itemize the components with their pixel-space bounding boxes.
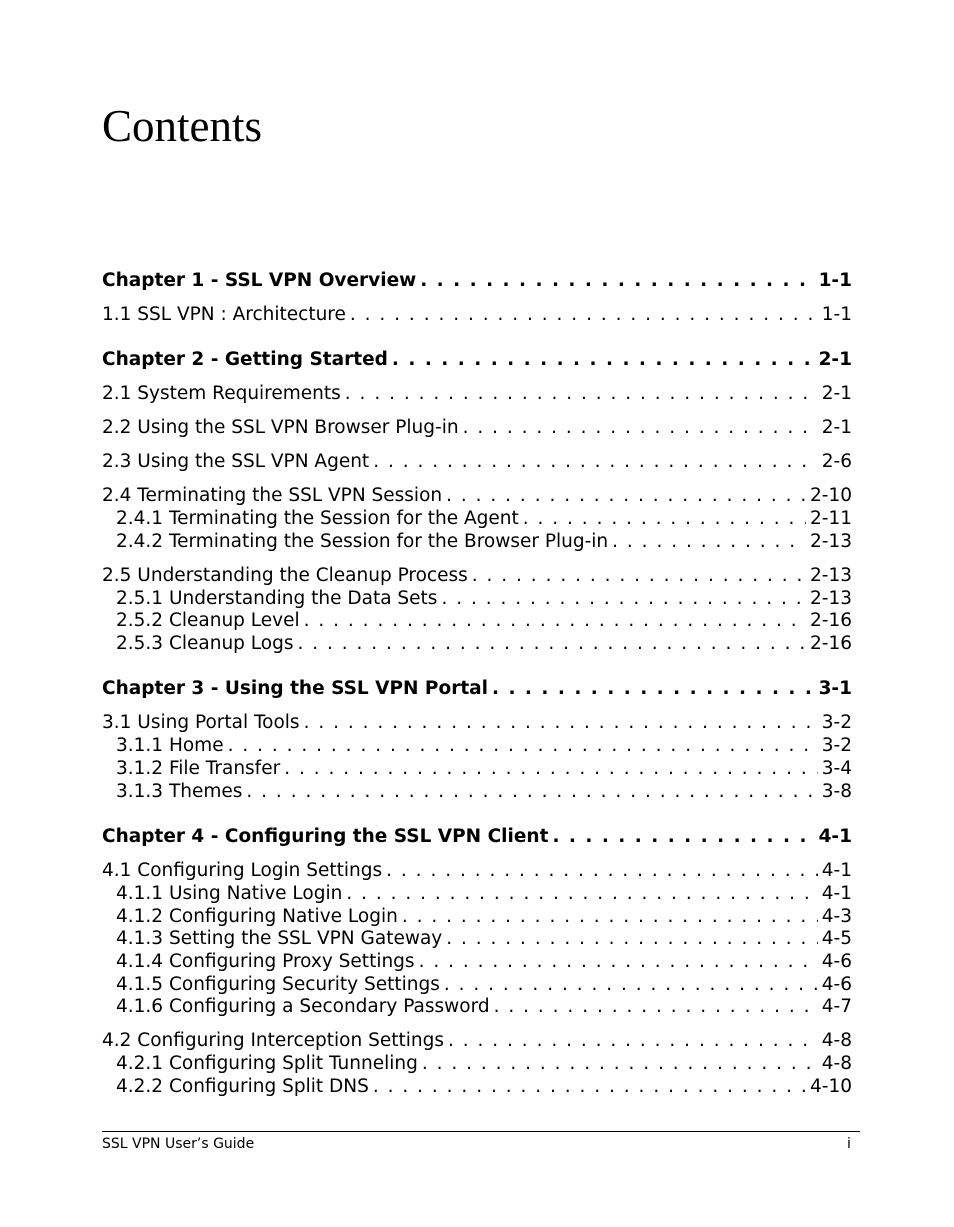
toc-leader bbox=[444, 973, 818, 997]
toc-entry[interactable] bbox=[102, 484, 852, 508]
toc-leader bbox=[419, 950, 818, 974]
toc-entry[interactable] bbox=[102, 450, 852, 474]
toc-entry-label: Chapter 1 - SSL VPN Overview bbox=[102, 270, 417, 291]
toc-entry-page: 2-16 bbox=[810, 633, 852, 654]
toc-entry-label: 2.4 Terminating the SSL VPN Session bbox=[102, 485, 443, 506]
toc-entry-page: 4-10 bbox=[810, 1076, 852, 1097]
toc-entry[interactable] bbox=[102, 859, 852, 883]
footer-divider bbox=[102, 1131, 860, 1132]
toc-entry[interactable] bbox=[102, 825, 852, 849]
toc-entry-page: 4-1 bbox=[821, 860, 852, 881]
toc-entry-label: 2.4.1 Terminating the Session for the Agent bbox=[116, 508, 519, 529]
toc-leader bbox=[612, 530, 806, 554]
toc-entry[interactable] bbox=[116, 950, 852, 974]
toc-leader bbox=[446, 927, 818, 951]
toc-entry[interactable] bbox=[116, 927, 852, 951]
toc-entry[interactable] bbox=[116, 734, 852, 758]
toc-leader bbox=[494, 995, 818, 1019]
toc-leader bbox=[422, 1052, 818, 1076]
toc-leader bbox=[492, 677, 815, 701]
toc-entry-label: 3.1.1 Home bbox=[116, 735, 224, 756]
toc-entry[interactable] bbox=[102, 711, 852, 735]
toc-entry-label: 4.2.1 Configuring Split Tunneling bbox=[116, 1053, 418, 1074]
toc-leader bbox=[228, 734, 818, 758]
toc-entry-label: 4.2 Configuring Interception Settings bbox=[102, 1030, 444, 1051]
toc-entry-page: 4-7 bbox=[821, 996, 852, 1017]
toc-leader bbox=[441, 587, 806, 611]
page-title: Contents bbox=[102, 101, 263, 151]
toc-entry-page: 4-6 bbox=[821, 974, 852, 995]
toc-leader bbox=[350, 303, 818, 327]
toc-entry[interactable] bbox=[116, 1052, 852, 1076]
toc-leader bbox=[346, 882, 817, 906]
toc-entry[interactable] bbox=[116, 507, 852, 531]
toc-entry-page: 4-8 bbox=[821, 1030, 852, 1051]
toc-entry-page: 4-1 bbox=[818, 826, 852, 847]
toc-entry[interactable] bbox=[116, 973, 852, 997]
toc-entry-label: 2.1 System Requirements bbox=[102, 383, 341, 404]
toc-entry-label: 2.5.1 Understanding the Data Sets bbox=[116, 588, 438, 609]
toc-entry[interactable] bbox=[102, 564, 852, 588]
toc-entry[interactable] bbox=[116, 609, 852, 633]
toc-entry-page: 4-1 bbox=[821, 883, 852, 904]
toc-entry-page: 2-16 bbox=[810, 610, 852, 631]
toc-entry[interactable] bbox=[116, 995, 852, 1019]
toc-entry-label: 4.1.4 Configuring Proxy Settings bbox=[116, 951, 415, 972]
toc-entry-label: 2.5.2 Cleanup Level bbox=[116, 610, 300, 631]
toc-entry-page: 4-6 bbox=[821, 951, 852, 972]
toc-entry[interactable] bbox=[116, 905, 852, 929]
toc-entry[interactable] bbox=[102, 269, 852, 293]
toc-entry-label: Chapter 2 - Getting Started bbox=[102, 349, 388, 370]
toc-leader bbox=[345, 382, 818, 406]
toc-leader bbox=[386, 859, 818, 883]
toc-entry[interactable] bbox=[116, 882, 852, 906]
toc-entry-label: 2.2 Using the SSL VPN Browser Plug-in bbox=[102, 417, 459, 438]
toc-entry-label: 2.3 Using the SSL VPN Agent bbox=[102, 451, 370, 472]
toc-entry-page: 3-2 bbox=[821, 712, 852, 733]
toc-entry-label: 4.1 Configuring Login Settings bbox=[102, 860, 383, 881]
toc-leader bbox=[373, 1075, 806, 1099]
toc-entry-page: 4-8 bbox=[821, 1053, 852, 1074]
toc-entry[interactable] bbox=[116, 757, 852, 781]
toc-leader bbox=[304, 609, 806, 633]
toc-entry-label: Chapter 4 - Configuring the SSL VPN Client bbox=[102, 826, 549, 847]
toc-leader bbox=[523, 507, 806, 531]
toc-entry-page: 4-3 bbox=[821, 906, 852, 927]
toc-entry-page: 2-13 bbox=[810, 565, 852, 586]
footer-guide-title: SSL VPN User’s Guide bbox=[102, 1136, 255, 1152]
toc-leader bbox=[420, 269, 814, 293]
toc-entry-label: 2.4.2 Terminating the Session for the Browser Plug-in bbox=[116, 531, 609, 552]
toc-entry[interactable] bbox=[116, 632, 852, 656]
toc-entry-label: 4.1.3 Setting the SSL VPN Gateway bbox=[116, 928, 443, 949]
toc-entry-page: 2-1 bbox=[821, 417, 852, 438]
toc-entry-label: 2.5.3 Cleanup Logs bbox=[116, 633, 294, 654]
toc-entry-page: 4-5 bbox=[821, 928, 852, 949]
toc-entry-label: 2.5 Understanding the Cleanup Process bbox=[102, 565, 468, 586]
toc-entry-page: 2-1 bbox=[818, 349, 852, 370]
toc-entry-label: 3.1 Using Portal Tools bbox=[102, 712, 300, 733]
toc-leader bbox=[402, 905, 818, 929]
toc-entry-page: 1-1 bbox=[818, 270, 852, 291]
footer-page-number: i bbox=[847, 1136, 851, 1152]
toc-leader bbox=[297, 632, 806, 656]
toc-leader bbox=[284, 757, 818, 781]
toc-entry-label: 3.1.2 File Transfer bbox=[116, 758, 281, 779]
toc-leader bbox=[472, 564, 806, 588]
toc-entry-page: 3-8 bbox=[821, 781, 852, 802]
toc-entry-label: 4.1.5 Configuring Security Settings bbox=[116, 974, 440, 995]
toc-entry[interactable] bbox=[116, 1075, 852, 1099]
toc-entry[interactable] bbox=[116, 530, 852, 554]
toc-entry-label: Chapter 3 - Using the SSL VPN Portal bbox=[102, 678, 488, 699]
toc-entry-page: 1-1 bbox=[821, 304, 852, 325]
toc-entry-page: 2-11 bbox=[810, 508, 852, 529]
toc-leader bbox=[373, 450, 818, 474]
toc-entry-page: 3-4 bbox=[821, 758, 852, 779]
toc-entry-label: 4.1.2 Configuring Native Login bbox=[116, 906, 398, 927]
toc-entry[interactable] bbox=[116, 587, 852, 611]
toc-leader bbox=[446, 484, 806, 508]
toc-leader bbox=[552, 825, 814, 849]
toc-entry-page: 2-10 bbox=[810, 485, 852, 506]
toc-entry[interactable] bbox=[116, 780, 852, 804]
toc-entry-page: 2-6 bbox=[821, 451, 852, 472]
toc-leader bbox=[448, 1029, 818, 1053]
toc-leader bbox=[246, 780, 817, 804]
toc-entry-label: 3.1.3 Themes bbox=[116, 781, 243, 802]
toc-leader bbox=[392, 348, 815, 372]
toc-entry[interactable] bbox=[102, 348, 852, 372]
toc-entry[interactable] bbox=[102, 677, 852, 701]
toc-entry-label: 4.1.1 Using Native Login bbox=[116, 883, 343, 904]
toc-leader bbox=[304, 711, 818, 735]
toc-entry-label: 4.2.2 Configuring Split DNS bbox=[116, 1076, 369, 1097]
toc-leader bbox=[463, 416, 818, 440]
toc-entry[interactable] bbox=[102, 416, 852, 440]
toc-entry-label: 4.1.6 Configuring a Secondary Password bbox=[116, 996, 490, 1017]
toc-entry-page: 2-13 bbox=[810, 531, 852, 552]
toc-entry-page: 3-2 bbox=[821, 735, 852, 756]
toc-entry[interactable] bbox=[102, 1029, 852, 1053]
toc-entry-page: 3-1 bbox=[818, 678, 852, 699]
toc-entry[interactable] bbox=[102, 382, 852, 406]
toc-entry-page: 2-13 bbox=[810, 588, 852, 609]
toc-entry[interactable] bbox=[102, 303, 852, 327]
toc-entry-label: 1.1 SSL VPN : Architecture bbox=[102, 304, 346, 325]
toc-entry-page: 2-1 bbox=[821, 383, 852, 404]
